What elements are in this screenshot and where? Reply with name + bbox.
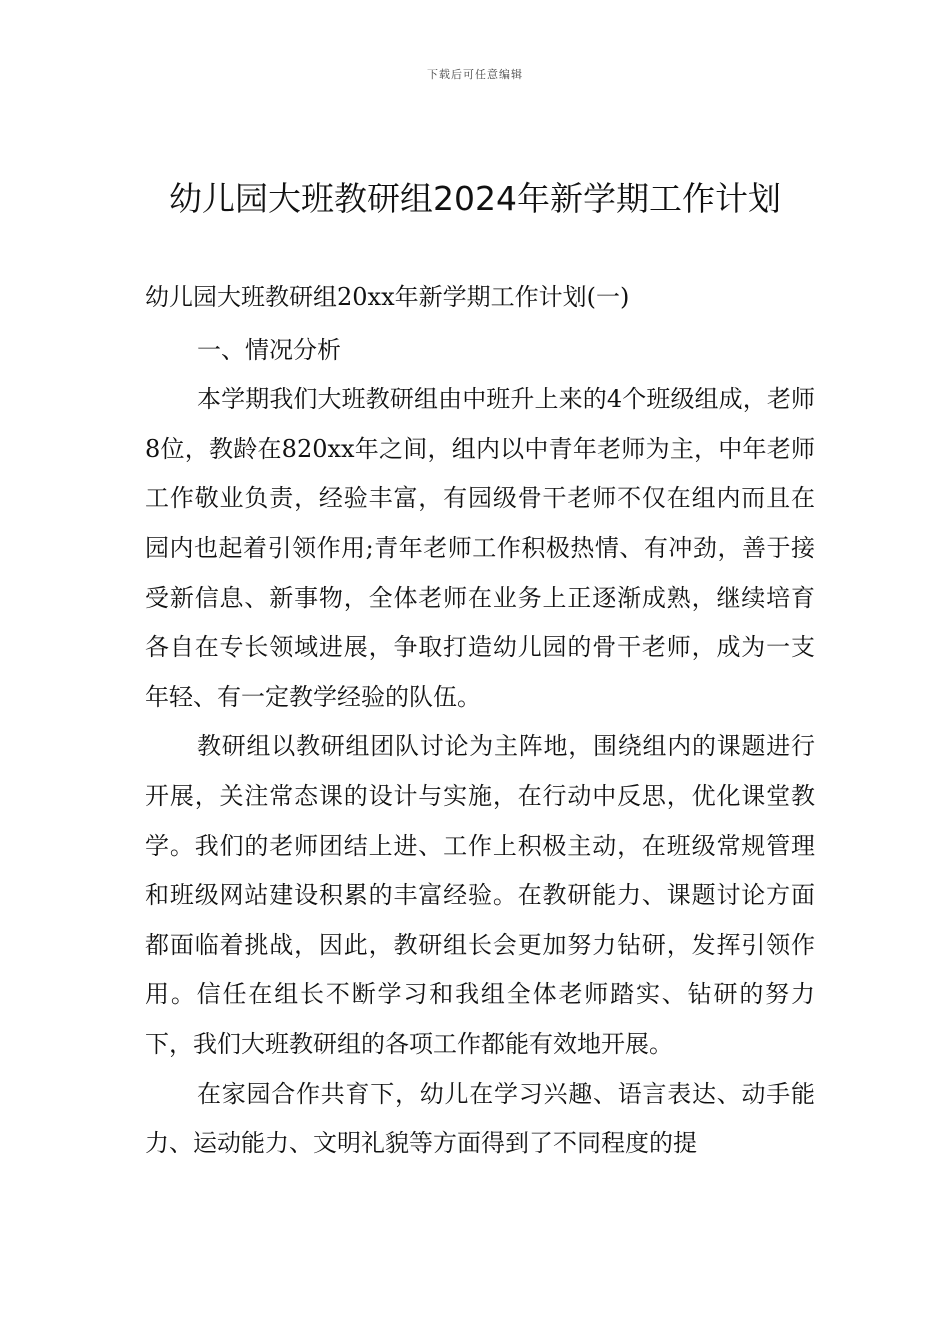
paragraph-3: 在家园合作共育下，幼儿在学习兴趣、语言表达、动手能力、运动能力、文明礼貌等方面得到了不同程度的提: [145, 1079, 815, 1158]
document-title: 幼儿园大班教研组2024年新学期工作计划: [169, 179, 781, 218]
document-body: [145, 273, 815, 1169]
header-note: 下载后可任意编辑: [427, 68, 523, 81]
document-subtitle: 幼儿园大班教研组20xx年新学期工作计划(一): [145, 283, 630, 311]
section-heading: 一、情况分析: [197, 335, 341, 364]
paragraph-1: 本学期我们大班教研组由中班升上来的4个班级组成，老师8位，教龄在820xx年之间，组内以中青年老师为主，中年老师工作敬业负责，经验丰富，有园级骨干老师不仅在组内而且在园内也起着引领作用;青年老师工作积极热情、有冲劲，善于接受新信息、新事物，全体老师在业务上正逐渐成熟，继续培育各自在专长领域进展，争取打造幼儿园的骨干老师，成为一支年轻、有一定教学经验的队伍。: [145, 385, 815, 711]
paragraph-2: 教研组以教研组团队讨论为主阵地，围绕组内的课题进行开展，关注常态课的设计与实施，在行动中反思，优化课堂教学。我们的老师团结上进、工作上积极主动，在班级常规管理和班级网站建设积累的丰富经验。在教研能力、课题讨论方面都面临着挑战，因此，教研组长会更加努力钻研，发挥引领作用。信任在组长不断学习和我组全体老师踏实、钻研的努力下，我们大班教研组的各项工作都能有效地开展。: [145, 732, 815, 1058]
